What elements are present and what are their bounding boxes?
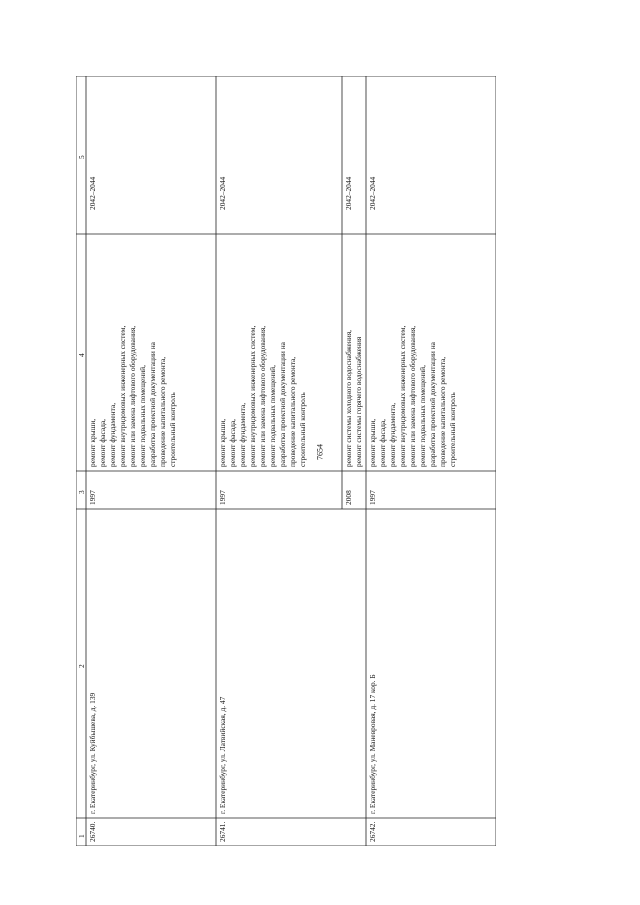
- row-number: 26741.: [218, 821, 227, 842]
- header-col-2: 2: [77, 664, 86, 668]
- header-col-1: 1: [77, 834, 86, 838]
- header-col-4: 4: [77, 353, 86, 357]
- work-item: разработка проектной документации на: [148, 342, 157, 467]
- work-item: ремонт фундамента,: [108, 402, 117, 467]
- work-item: разработка проектной документации на: [278, 342, 287, 467]
- work-item: проведение капитального ремонта,: [438, 356, 447, 467]
- work-item: ремонт или замена лифтового оборудования,: [408, 325, 417, 467]
- build-year: 1997: [88, 490, 97, 505]
- works-list: [344, 330, 364, 467]
- repair-table: [76, 76, 496, 846]
- work-item: проведение капитального ремонта,: [288, 356, 297, 467]
- page-number: 7654: [315, 444, 325, 460]
- work-item: ремонт или замена лифтового оборудования,: [258, 325, 267, 467]
- address: г. Екатеринбург, ул. Латвийская, д. 47: [218, 696, 227, 814]
- work-item: ремонт системы холодного водоснабжения,: [344, 330, 353, 467]
- address: г. Екатеринбург, ул. Куйбышева, д. 139: [88, 692, 97, 814]
- work-item: ремонт или замена лифтового оборудования,: [128, 325, 137, 467]
- work-item: строительный контроль: [448, 392, 457, 467]
- address: г. Екатеринбург, ул. Маневровая, д. 17 кор. Б: [368, 674, 377, 814]
- work-item: разработка проектной документации на: [428, 342, 437, 467]
- works-list: [88, 326, 178, 467]
- build-year: 1997: [218, 490, 227, 505]
- build-year: 2008: [344, 490, 353, 505]
- work-item: ремонт фасада,: [98, 419, 107, 467]
- row-number: 26740.: [88, 821, 97, 842]
- work-item: ремонт фундамента,: [388, 402, 397, 467]
- work-item: ремонт подвальных помещений,: [418, 365, 427, 467]
- work-item: ремонт крыши,: [218, 418, 227, 467]
- repair-period: 2042–2044: [344, 176, 353, 210]
- repair-period: 2042–2044: [88, 176, 97, 210]
- work-item: ремонт крыши,: [88, 418, 97, 467]
- header-col-3: 3: [77, 490, 86, 494]
- work-item: строительный контроль: [168, 392, 177, 467]
- work-item: ремонт фасада,: [378, 419, 387, 467]
- work-item: проведение капитального ремонта,: [158, 356, 167, 467]
- work-item: ремонт подвальных помещений,: [268, 365, 277, 467]
- work-item: ремонт внутридомовых инженерных систем,: [118, 325, 127, 467]
- work-item: ремонт крыши,: [368, 418, 377, 467]
- work-item: ремонт фундамента,: [238, 402, 247, 467]
- build-year: 1997: [368, 490, 377, 505]
- header-col-5: 5: [77, 155, 86, 159]
- work-item: ремонт внутридомовых инженерных систем,: [248, 325, 257, 467]
- row-number: 26742.: [368, 821, 377, 842]
- work-item: ремонт системы горячего водоснабжения: [354, 336, 363, 467]
- work-item: ремонт фасада,: [228, 419, 237, 467]
- work-item: строительный контроль: [298, 392, 307, 467]
- works-list: [218, 326, 308, 467]
- works-list: [368, 326, 458, 467]
- work-item: ремонт подвальных помещений,: [138, 365, 147, 467]
- repair-period: 2042–2044: [218, 176, 227, 210]
- repair-period: 2042–2044: [368, 176, 377, 210]
- work-item: ремонт внутридомовых инженерных систем,: [398, 325, 407, 467]
